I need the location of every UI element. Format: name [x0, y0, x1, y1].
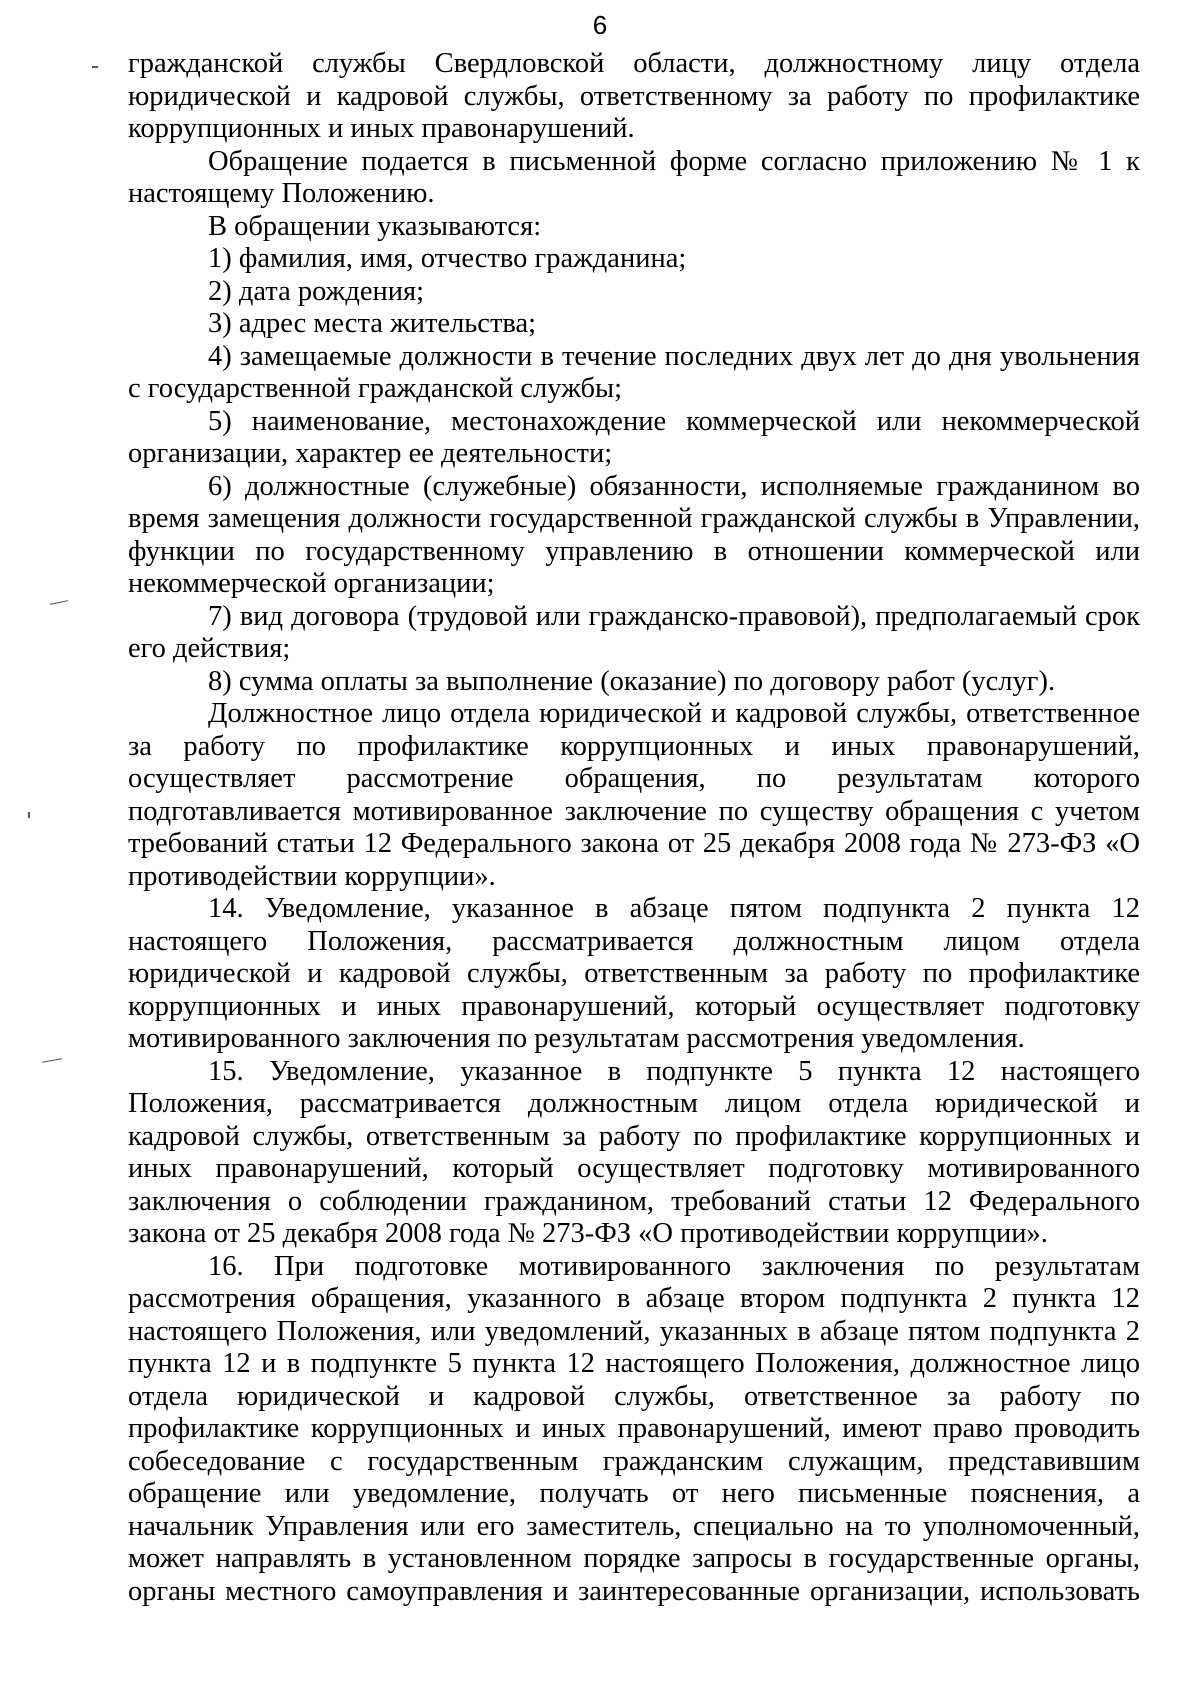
list-item-6: 6) должностные (служебные) обязанности, исполняемые гражданином во время замещения должности государственной гражданской службы в Управлении, функции по государственному управлению в отношении коммерческой или некоммерческой организации; — [128, 470, 1140, 599]
paragraph-16: 16. При подготовке мотивированного заключения по результатам рассмотрения обращения, указанного в абзаце втором подпункта 2 пункта 12 настоящего Положения, или уведомлений, указанных в абзаце пятом подпункта 2 пункта 12 и в подпункте 5 пункта 12 настоящего Положения, должностное лицо отдела юридической и кадровой службы, ответственное за работу по профилактике коррупционных и иных правонарушений, имеют право проводить собеседование с государственным гражданским служащим, представившим обращение или уведомление, получать от него письменные пояснения, а начальник Управления или его заместитель, специально на то уполномоченный, может направлять в установленном порядке запросы в государственные органы, органы местного самоуправления и заинтересованные организации, использовать — [128, 1250, 1140, 1607]
paragraph-official: Должностное лицо отдела юридической и кадровой службы, ответственное за работу по профилактике коррупционных и иных правонарушений, осуществляет рассмотрение обращения, по результатам которого подготавливается мотивированное заключение по существу обращения с учетом требований статьи 12 Федерального закона от 25 декабря 2008 года № 273-ФЗ «О противодействии коррупции». — [128, 698, 1140, 892]
paragraph-contents-intro: В обращении указываются: — [208, 210, 542, 242]
list-item-4: 4) замещаемые должности в течение последних двух лет до дня увольнения с государственной гражданской службы; — [128, 340, 1140, 404]
list-item-1: 1) фамилия, имя, отчество гражданина; — [208, 243, 687, 274]
page-number: 6 — [592, 10, 608, 40]
paragraph-14: 14. Уведомление, указанное в абзаце пятом подпункта 2 пункта 12 настоящего Положения, рассматривается должностным лицом отдела юридической и кадровой службы, ответственным за работу по профилактике коррупционных и иных правонарушений, который осуществляет подготовку мотивированного заключения по результатам рассмотрения уведомления. — [128, 893, 1140, 1054]
scan-mark — [92, 66, 98, 68]
paragraph-form: Обращение подается в письменной форме согласно приложению № 1 к настоящему Положению. — [128, 145, 1140, 209]
list-item-8: 8) сумма оплаты за выполнение (оказание) по договору работ (услуг). — [208, 665, 1056, 697]
scan-mark — [50, 600, 68, 605]
scan-mark — [28, 812, 30, 818]
list-item-3: 3) адрес места жительства; — [208, 308, 537, 339]
list-item-2: 2) дата рождения; — [208, 275, 425, 307]
list-item-7: 7) вид договора (трудовой или гражданско-правовой), предполагаемый срок его действия; — [128, 600, 1140, 664]
list-item-5: 5) наименование, местонахождение коммерческой или некоммерческой организации, характер ее деятельности; — [128, 405, 1140, 469]
scan-mark — [42, 1058, 62, 1062]
paragraph-continuation: гражданской службы Свердловской области, должностному лицу отдела юридической и кадровой службы, ответственному за работу по профилактике коррупционных и иных правонарушений. — [128, 48, 1140, 144]
document-body — [128, 48, 1140, 1608]
paragraph-15: 15. Уведомление, указанное в подпункте 5 пункта 12 настоящего Положения, рассматривается должностным лицом отдела юридической и кадровой службы, ответственным за работу по профилактике коррупционных и иных правонарушений, который осуществляет подготовку мотивированного заключения о соблюдении гражданином, требований статьи 12 Федерального закона от 25 декабря 2008 года № 273-ФЗ «О противодействии коррупции». — [128, 1055, 1140, 1249]
